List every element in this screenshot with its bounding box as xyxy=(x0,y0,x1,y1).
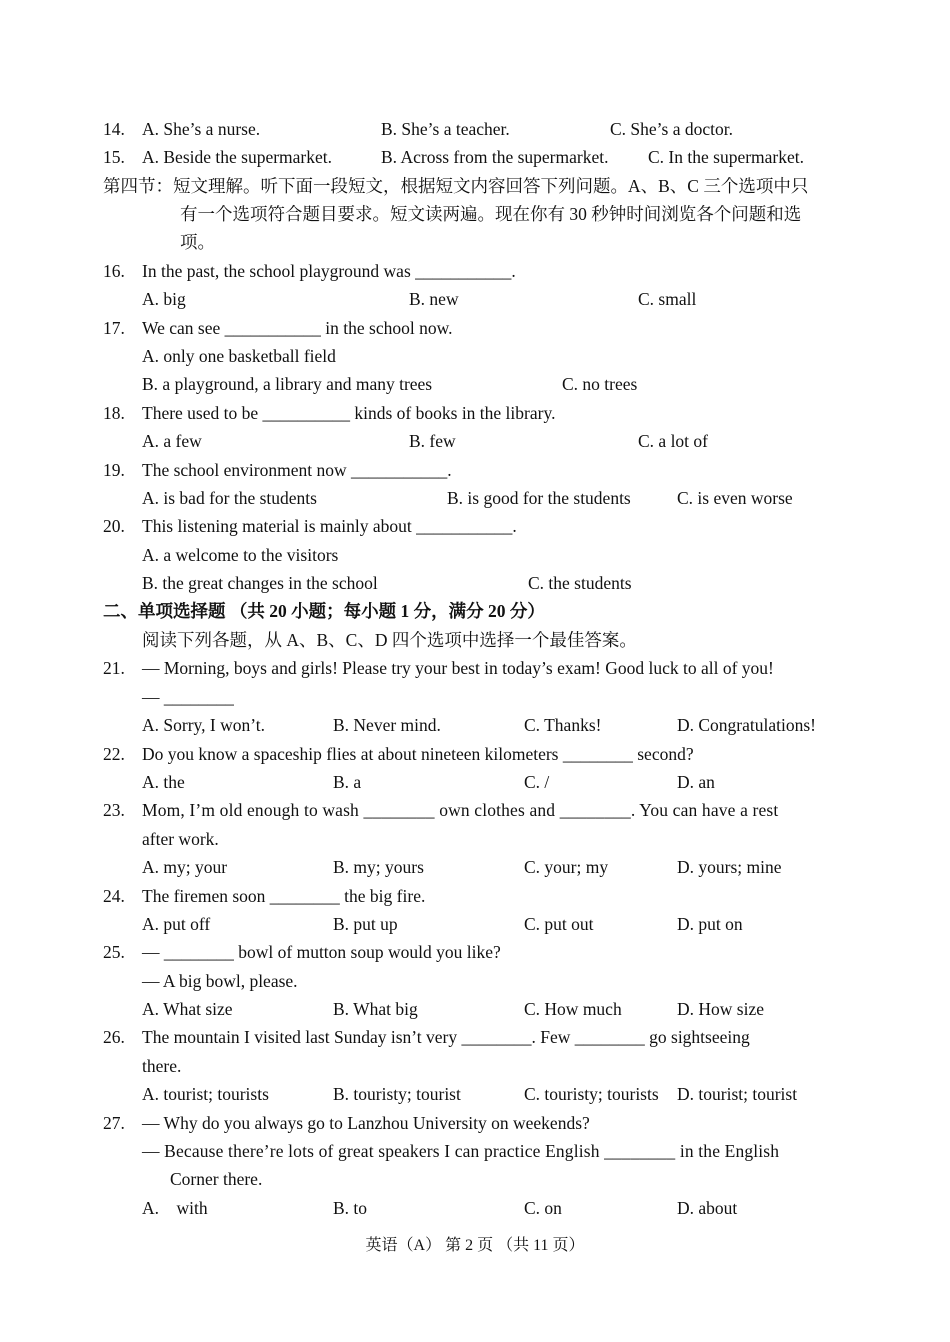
question-stem: Mom, I’m old enough to wash ________ own clothes and ________. You can have a rest xyxy=(142,800,779,820)
option-b: B. Across from the supermarket. xyxy=(381,147,609,167)
option-a: A. put off xyxy=(142,914,211,934)
option-c: C. She’s a doctor. xyxy=(610,119,733,139)
option-c: C. small xyxy=(638,289,697,309)
option-c: C. / xyxy=(524,772,550,792)
section-heading: 第四节：短文理解。听下面一段短文，根据短文内容回答下列问题。A、B、C 三个选项中只 xyxy=(103,176,809,196)
option-b: B. a playground, a library and many trees xyxy=(142,374,433,394)
question-stem: This listening material is mainly about ___________. xyxy=(142,516,517,536)
option-b: B. put up xyxy=(333,914,398,934)
option-a: A. She’s a nurse. xyxy=(142,119,261,139)
option-b: B. the great changes in the school xyxy=(142,573,378,593)
option-c: C. How much xyxy=(524,999,622,1019)
question-stem: In the past, the school playground was ___________. xyxy=(142,261,516,281)
option-a: A. only one basketball field xyxy=(142,346,336,366)
option-b: B. She’s a teacher. xyxy=(381,119,510,139)
question-number: 20. xyxy=(103,516,125,536)
question-stem: — Morning, boys and girls! Please try your best in today’s exam! Good luck to all of you! xyxy=(142,658,774,678)
option-d: D. Congratulations! xyxy=(677,715,817,735)
option-b: B. to xyxy=(333,1198,368,1218)
section-instruction: 有一个选项符合题目要求。短文读两遍。现在你有 30 秒钟时间浏览各个问题和选 xyxy=(180,204,802,224)
option-d: D. about xyxy=(677,1198,738,1218)
option-c: C. no trees xyxy=(562,374,638,394)
question-number: 27. xyxy=(103,1113,125,1133)
question-number: 21. xyxy=(103,658,125,678)
question-number: 26. xyxy=(103,1027,125,1047)
question-stem-line: there. xyxy=(142,1056,182,1076)
option-a: A. Sorry, I won’t. xyxy=(142,715,265,735)
option-b: B. What big xyxy=(333,999,418,1019)
option-d: D. How size xyxy=(677,999,764,1019)
option-c: C. In the supermarket. xyxy=(648,147,804,167)
option-c: C. Thanks! xyxy=(524,715,602,735)
question-stem-line: after work. xyxy=(142,829,219,849)
option-b: B. a xyxy=(333,772,362,792)
question-number: 14. xyxy=(103,119,125,139)
question-stem-line: — Because there’re lots of great speakers I can practice English ________ in the English xyxy=(142,1141,780,1161)
question-number: 22. xyxy=(103,744,125,764)
option-a: A. tourist; tourists xyxy=(142,1084,269,1104)
option-b: B. new xyxy=(409,289,459,309)
option-d: D. yours; mine xyxy=(677,857,782,877)
question-number: 18. xyxy=(103,403,125,423)
question-stem-line: — ________ xyxy=(142,687,234,707)
option-a: A. What size xyxy=(142,999,233,1019)
question-stem-line: — A big bowl, please. xyxy=(142,971,298,991)
question-number: 25. xyxy=(103,942,125,962)
option-a: A. is bad for the students xyxy=(142,488,317,508)
option-c: C. put out xyxy=(524,914,594,934)
option-a: A. big xyxy=(142,289,186,309)
option-d: D. tourist; tourist xyxy=(677,1084,798,1104)
option-a: A. a welcome to the visitors xyxy=(142,545,339,565)
page-footer: 英语（A） 第 2 页 （共 11 页） xyxy=(365,1237,585,1254)
question-stem: We can see ___________ in the school now. xyxy=(142,318,453,338)
question-number: 23. xyxy=(103,800,125,820)
question-stem: — ________ bowl of mutton soup would you like? xyxy=(142,942,501,962)
option-a: A. my; your xyxy=(142,857,228,877)
question-stem: There used to be __________ kinds of books in the library. xyxy=(142,403,556,423)
question-stem-line: Corner there. xyxy=(170,1169,263,1189)
option-a: A. with xyxy=(142,1198,208,1218)
section-instruction: 项。 xyxy=(180,232,215,252)
option-b: B. few xyxy=(409,431,456,451)
question-number: 15. xyxy=(103,147,125,167)
option-a: A. the xyxy=(142,772,185,792)
option-a: A. Beside the supermarket. xyxy=(142,147,333,167)
question-stem: — Why do you always go to Lanzhou University on weekends? xyxy=(142,1113,590,1133)
option-b: B. Never mind. xyxy=(333,715,441,735)
question-stem: The firemen soon ________ the big fire. xyxy=(142,886,426,906)
part-heading: 二、单项选择题 （共 20 小题；每小题 1 分，满分 20 分） xyxy=(103,601,545,621)
question-number: 16. xyxy=(103,261,125,281)
option-d: D. put on xyxy=(677,914,743,934)
question-number: 24. xyxy=(103,886,125,906)
option-b: B. touristy; tourist xyxy=(333,1084,461,1104)
option-a: A. a few xyxy=(142,431,202,451)
option-b: B. is good for the students xyxy=(447,488,631,508)
option-c: C. on xyxy=(524,1198,562,1218)
option-c: C. a lot of xyxy=(638,431,708,451)
question-stem: Do you know a spaceship flies at about nineteen kilometers ________ second? xyxy=(142,744,694,764)
question-number: 17. xyxy=(103,318,125,338)
part-instruction: 阅读下列各题，从 A、B、C、D 四个选项中选择一个最佳答案。 xyxy=(142,630,637,650)
question-number: 19. xyxy=(103,460,125,480)
question-stem: The school environment now ___________. xyxy=(142,460,452,480)
option-c: C. is even worse xyxy=(677,488,793,508)
option-d: D. an xyxy=(677,772,715,792)
question-stem: The mountain I visited last Sunday isn’t very ________. Few ________ go sightseeing xyxy=(142,1027,750,1047)
option-c: C. your; my xyxy=(524,857,609,877)
option-b: B. my; yours xyxy=(333,857,424,877)
option-c: C. the students xyxy=(528,573,632,593)
option-c: C. touristy; tourists xyxy=(524,1084,659,1104)
